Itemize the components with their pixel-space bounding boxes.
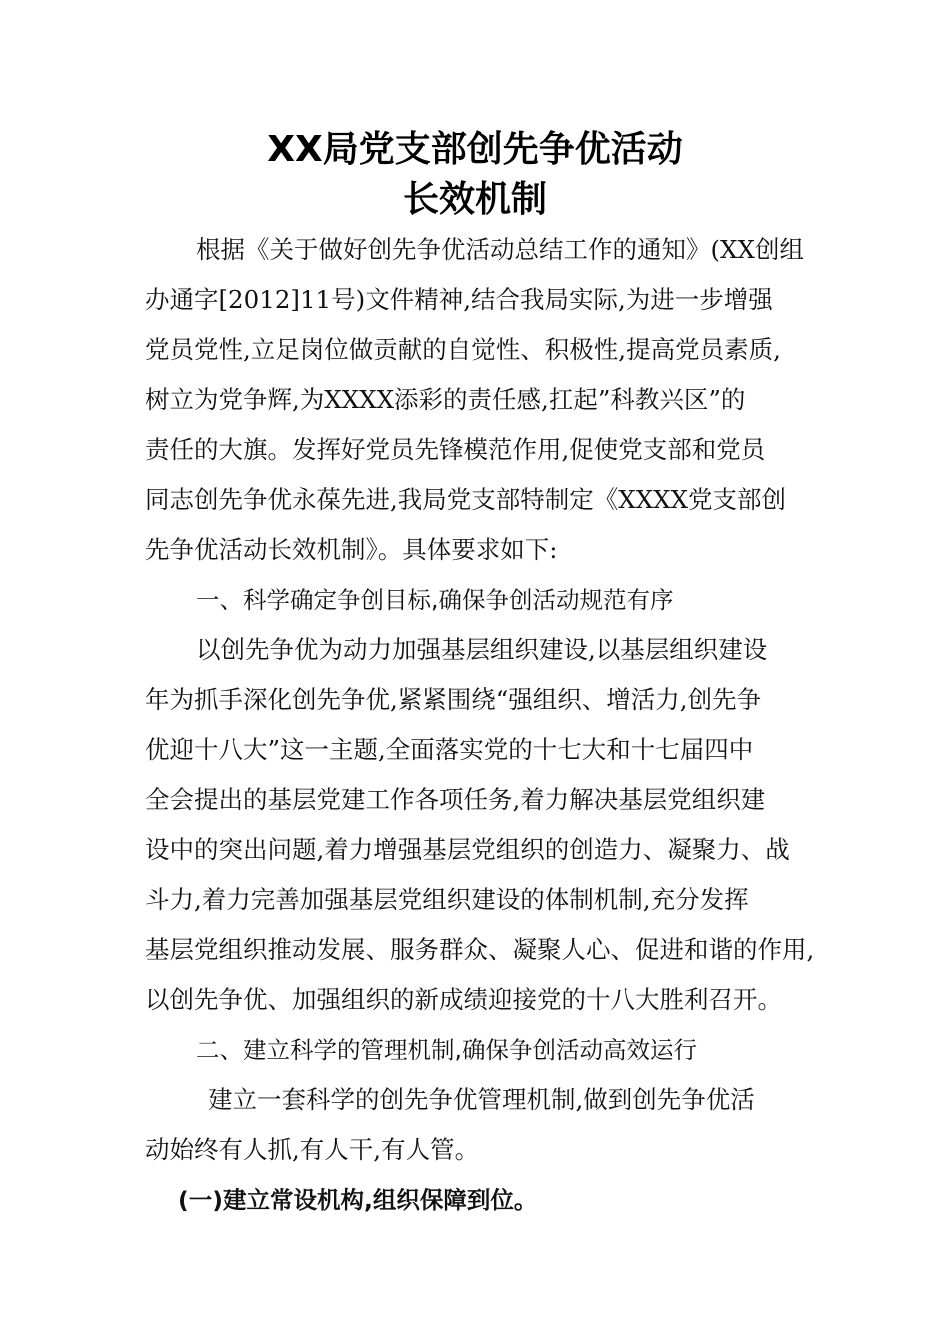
document-title-line-1: XX局党支部创先争优活动 [267, 129, 683, 170]
section1-line: 斗力,着力完善加强基层党组织建设的体制机制,充分发挥 [145, 885, 749, 914]
intro-line: 树立为党争辉,为XXXX添彩的责任感,扛起”科教兴区”的 [145, 385, 746, 414]
section1-line: 基层党组织推动发展、服务群众、凝聚人心、促进和谐的作用, [145, 935, 815, 964]
intro-line: 办通字[2012]11号)文件精神,结合我局实际,为进一步增强 [145, 285, 773, 314]
subsection-heading-1: (一)建立常设机构,组织保障到位。 [178, 1186, 538, 1214]
section1-line: 以创先争优为动力加强基层组织建设,以基层组织建设 [196, 635, 768, 664]
section2-line: 建立一套科学的创先争优管理机制,做到创先争优活 [208, 1085, 755, 1114]
intro-line: 责任的大旗。发挥好党员先锋模范作用,促使党支部和党员 [145, 435, 766, 464]
section-heading-1: 一、科学确定争创目标,确保争创活动规范有序 [196, 586, 674, 614]
section1-line: 全会提出的基层党建工作各项任务,着力解决基层党组织建 [145, 785, 766, 814]
intro-line: 根据《关于做好创先争优活动总结工作的通知》(XX创组 [196, 235, 804, 264]
section1-line: 年为抓手深化创先争优,紧紧围绕“强组织、增活力,创先争 [145, 685, 762, 714]
intro-line: 先争优活动长效机制》。具体要求如下: [145, 535, 558, 564]
section1-line: 优迎十八大”这一主题,全面落实党的十七大和十七届四中 [145, 735, 754, 764]
intro-line: 同志创先争优永葆先进,我局党支部特制定《XXXX党支部创 [145, 485, 787, 514]
intro-line: 党员党性,立足岗位做贡献的自觉性、积极性,提高党员素质, [145, 335, 781, 364]
section1-line: 设中的突出问题,着力增强基层党组织的创造力、凝聚力、战 [145, 835, 790, 864]
section1-line: 以创先争优、加强组织的新成绩迎接党的十八大胜利召开。 [145, 985, 782, 1014]
section-heading-2: 二、建立科学的管理机制,确保争创活动高效运行 [196, 1036, 697, 1064]
document-title-line-2: 长效机制 [402, 179, 547, 220]
section2-line: 动始终有人抓,有人干,有人管。 [145, 1135, 480, 1164]
